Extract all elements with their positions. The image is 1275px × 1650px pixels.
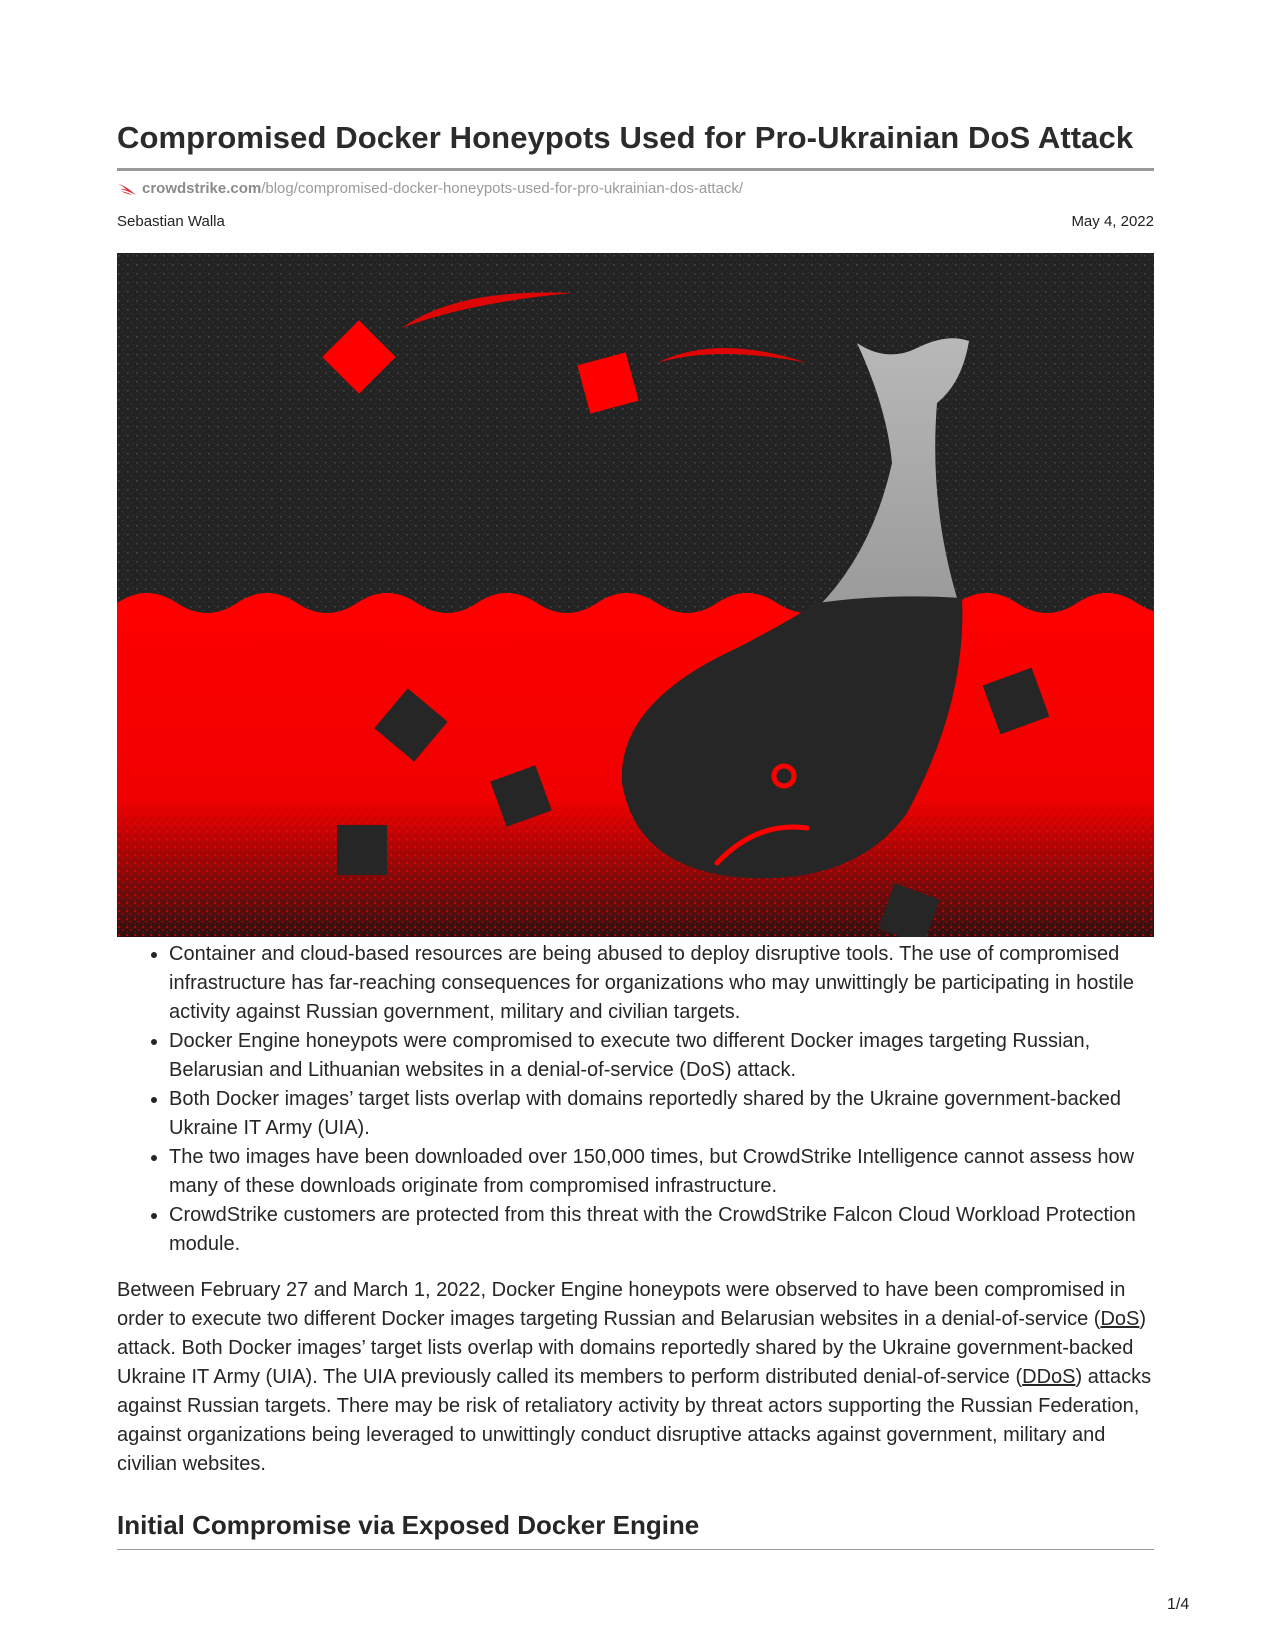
author-name: Sebastian Walla bbox=[117, 213, 225, 230]
publish-date: May 4, 2022 bbox=[1071, 213, 1154, 230]
key-points-list bbox=[117, 940, 1154, 1259]
whale-illustration-icon bbox=[117, 253, 1154, 937]
crowdstrike-falcon-icon bbox=[117, 182, 137, 196]
url-path[interactable]: /blog/compromised-docker-honeypots-used-for-pro-ukrainian-dos-attack/ bbox=[261, 180, 744, 197]
list-item: • Both Docker images’ target lists overlap with domains reportedly shared by the Ukraine government-backed Ukraine IT Army (UIA). bbox=[169, 1085, 1154, 1143]
article-title: Compromised Docker Honeypots Used for Pro-Ukrainian DoS Attack bbox=[117, 120, 1134, 155]
title-divider bbox=[117, 168, 1154, 171]
paragraph-text: ) attack. Both Docker images’ target lists overlap with domains reportedly shared by the Ukraine government-backed Ukraine IT Army (UIA). The UIA previously called its members to perform distributed denial-of-service ( bbox=[117, 1308, 1147, 1388]
byline bbox=[117, 213, 1154, 230]
source-url[interactable] bbox=[117, 180, 743, 197]
section-heading: Initial Compromise via Exposed Docker Engine bbox=[117, 1510, 700, 1540]
paragraph-text: ) attacks against Russian targets. There may be risk of retaliatory activity by threat actors supporting the Russian Federation, against organizations being leveraged to unwittingly conduct disruptive attacks against government, military and civilian websites. bbox=[117, 1366, 1152, 1475]
url-domain[interactable]: crowdstrike.com bbox=[142, 180, 262, 197]
page-number: 1/4 bbox=[1167, 1596, 1190, 1613]
intro-paragraph bbox=[117, 1276, 1154, 1479]
ddos-link[interactable]: DDoS bbox=[1022, 1366, 1076, 1388]
list-item: • Docker Engine honeypots were compromised to execute two different Docker images targeting Russian, Belarusian and Lithuanian websites in a denial-of-service (DoS) attack. bbox=[169, 1027, 1154, 1085]
paragraph-text: Between February 27 and March 1, 2022, Docker Engine honeypots were observed to have been compromised in order to execute two different Docker images targeting Russian and Belarusian websites in a denial-of-service ( bbox=[117, 1279, 1126, 1330]
list-item: • CrowdStrike customers are protected from this threat with the CrowdStrike Falcon Cloud Workload Protection module. bbox=[169, 1201, 1154, 1259]
list-item: • Container and cloud-based resources are being abused to deploy disruptive tools. The use of compromised infrastructure has far-reaching consequences for organizations who may unwittingly be participating in hostile activity against Russian government, military and civilian targets. bbox=[169, 940, 1154, 1027]
list-item: • The two images have been downloaded over 150,000 times, but CrowdStrike Intelligence cannot assess how many of these downloads originate from compromised infrastructure. bbox=[169, 1143, 1154, 1201]
dos-link[interactable]: DoS bbox=[1100, 1308, 1140, 1330]
section-divider bbox=[117, 1549, 1154, 1550]
